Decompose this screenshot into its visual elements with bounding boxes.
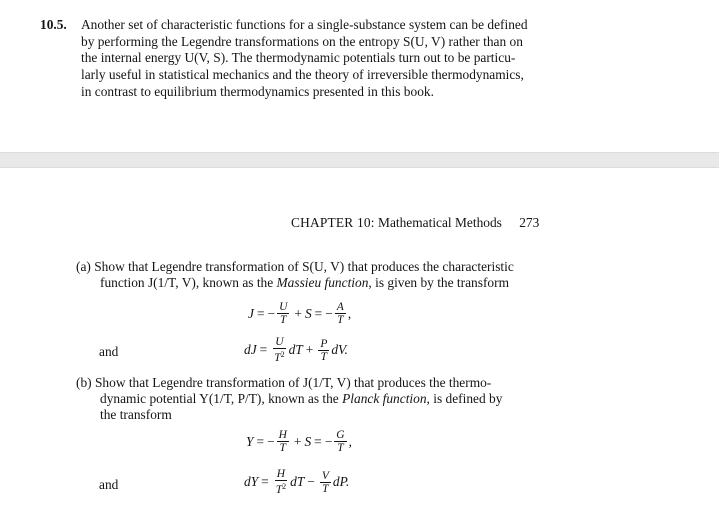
eq-operator: = <box>256 305 265 321</box>
part-a-text-line2 <box>100 275 509 292</box>
part-b-line2-post: , is defined by <box>426 391 503 406</box>
fraction <box>277 429 289 454</box>
part-a-and: and <box>99 344 119 359</box>
eq-punct: , <box>347 305 352 321</box>
fraction <box>320 470 331 495</box>
frac-den: T <box>320 350 328 363</box>
eq-term: dT <box>288 342 303 357</box>
problem-line: Another set of characteristic functions for a single-substance system can be defined <box>81 17 528 32</box>
frac-den <box>274 481 288 496</box>
equation-j <box>248 301 351 326</box>
frac-den-exponent: 2 <box>282 482 287 491</box>
part-b-label: (b) <box>76 375 92 390</box>
frac-den: T <box>280 314 287 326</box>
part-b-line3: the transform <box>100 407 172 422</box>
top-page <box>0 0 719 152</box>
chapter-title: Mathematical Methods <box>378 215 502 230</box>
part-a-line2-pre: function J(1/T, V), known as the <box>100 275 277 290</box>
frac-den: T <box>337 314 344 326</box>
part-b-line1: Show that Legendre transformation of J(1/T, V) that produces the thermo- <box>94 375 492 390</box>
eq-term: dV. <box>331 342 348 357</box>
chapter-label: CHAPTER 10: <box>291 215 375 230</box>
problem-line: by performing the Legendre transformations on the entropy S(U, V) rather than on <box>81 33 523 49</box>
fraction <box>274 468 288 496</box>
eq-operator: − <box>307 474 315 489</box>
running-head <box>291 215 539 231</box>
problem-line: larly useful in statistical mechanics and the theory of irreversible thermodynamics, <box>81 67 524 83</box>
eq-term: dP. <box>332 474 350 489</box>
part-b-line2-pre: dynamic potential Y(1/T, P/T), known as the <box>100 391 343 406</box>
eq-operator: − <box>324 433 333 449</box>
eq-operator: + <box>305 342 314 357</box>
frac-den: T <box>337 442 344 454</box>
frac-den-exponent: 2 <box>280 350 285 359</box>
eq-term: dT <box>290 474 305 489</box>
problem-10-5 <box>40 17 560 101</box>
page-divider <box>0 152 719 168</box>
problem-line: in contrast to equilibrium thermodynamics presented in this book. <box>81 83 434 99</box>
problem-number: 10.5. <box>40 17 67 32</box>
eq-operator: + <box>294 305 302 321</box>
frac-den <box>272 349 286 364</box>
fraction <box>334 429 346 454</box>
part-b-text-line2 <box>100 391 502 408</box>
equation-dj <box>244 336 348 364</box>
planck-function-term: Planck function <box>342 391 427 406</box>
part-b-and: and <box>99 477 119 492</box>
eq-operator: = <box>261 474 269 489</box>
massieu-function-term: Massieu function <box>276 275 369 290</box>
page-number: 273 <box>519 215 540 230</box>
eq-lhs: dY <box>244 474 259 489</box>
fraction <box>318 338 329 363</box>
frac-den: T <box>322 482 329 495</box>
eq-operator: − <box>267 305 276 321</box>
equation-y <box>246 429 352 454</box>
frac-den: T <box>279 442 286 454</box>
eq-lhs: dJ <box>244 342 257 357</box>
frac-den-var: T <box>275 484 283 496</box>
frac-num: H <box>278 429 287 441</box>
part-b-text-line1 <box>76 375 491 392</box>
part-a-label: (a) <box>76 259 91 274</box>
part-a-line2-post: , is given by the transform <box>368 275 509 290</box>
eq-lhs: Y <box>246 433 254 449</box>
fraction <box>277 301 289 326</box>
eq-operator: = <box>314 433 322 449</box>
eq-operator: = <box>314 305 323 321</box>
eq-operator: − <box>325 305 333 321</box>
frac-den-var: T <box>274 352 281 364</box>
frac-num: U <box>279 301 288 313</box>
eq-lhs: J <box>248 305 254 321</box>
part-a-text-line1 <box>76 259 514 276</box>
eq-operator: = <box>259 342 268 357</box>
eq-operator: − <box>267 433 275 449</box>
frac-num: U <box>275 336 284 348</box>
fraction <box>272 336 286 364</box>
frac-num: V <box>321 469 329 482</box>
frac-num: P <box>320 337 328 350</box>
eq-term: S <box>304 433 312 449</box>
problem-line: the internal energy U(V, S). The thermodynamic potentials turn out to be particu- <box>81 50 516 66</box>
eq-operator: = <box>256 433 265 449</box>
eq-operator: + <box>293 433 302 449</box>
fraction <box>335 301 346 326</box>
frac-num: A <box>336 301 344 313</box>
eq-term: S <box>304 305 312 321</box>
equation-dy <box>244 468 349 496</box>
frac-num: H <box>276 468 286 480</box>
frac-num: G <box>336 429 345 441</box>
eq-punct: , <box>348 433 352 449</box>
part-a-line1: Show that Legendre transformation of S(U, V) that produces the characteristic <box>94 259 514 274</box>
